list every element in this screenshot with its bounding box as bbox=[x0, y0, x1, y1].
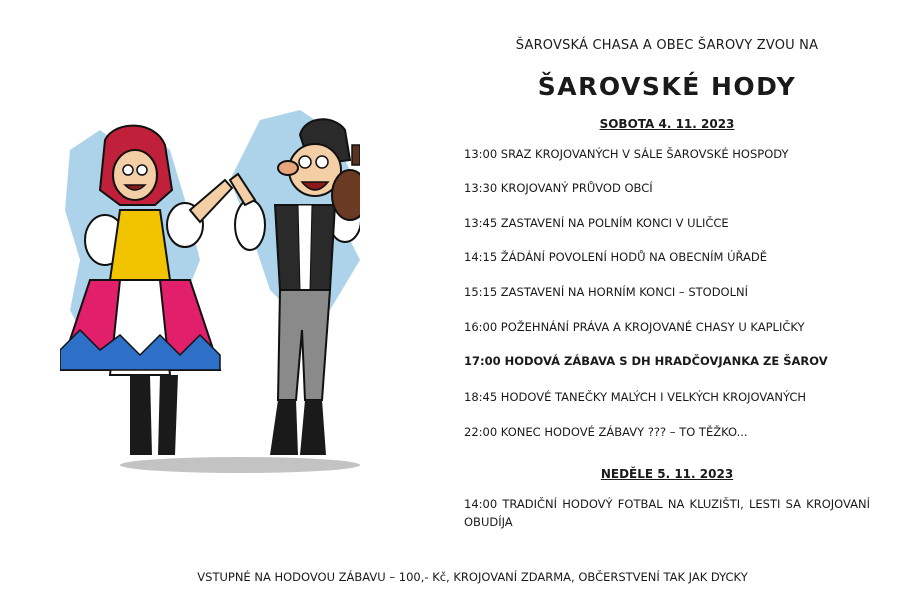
footer-note: VSTUPNÉ NA HODOVOU ZÁBAVU – 100,- Kč, KROJOVANÍ ZDARMA, OBČERSTVENÍ TAK JAK DYCKY bbox=[197, 570, 748, 584]
saturday-event: 14:15 ŽÁDÁNÍ POVOLENÍ HODŮ NA OBECNÍM ÚŘADĚ bbox=[464, 250, 768, 264]
invitation-line: ŠAROVSKÁ CHASA A OBEC ŠAROVY ZVOU NA bbox=[515, 38, 819, 53]
dancing-couple-illustration bbox=[60, 110, 360, 480]
saturday-event: 15:15 ZASTAVENÍ NA HORNÍM KONCI – STODOLNÍ bbox=[464, 285, 749, 299]
saturday-event: 13:45 ZASTAVENÍ NA POLNÍM KONCI V ULIČCE bbox=[464, 216, 729, 230]
sunday-heading: NEDĚLE 5. 11. 2023 bbox=[600, 467, 734, 481]
saturday-heading: SOBOTA 4. 11. 2023 bbox=[599, 117, 735, 131]
sunday-event: 14:00 TRADIČNÍ HODOVÝ FOTBAL NA KLUZIŠTI, LESTI SA KROJOVANÍ OBUDÍJA bbox=[464, 497, 870, 529]
saturday-event: 16:00 POŽEHNÁNÍ PRÁVA A KROJOVANÉ CHASY U KAPLIČKY bbox=[464, 320, 805, 334]
saturday-event: 18:45 HODOVÉ TANEČKY MALÝCH I VELKÝCH KROJOVANÝCH bbox=[464, 390, 807, 404]
saturday-event: 13:30 KROJOVANÝ PRŮVOD OBCÍ bbox=[464, 181, 653, 195]
saturday-event: 22:00 KONEC HODOVÉ ZÁBAVY ??? – TO TĚŽKO... bbox=[464, 425, 748, 439]
saturday-event: 13:00 SRAZ KROJOVANÝCH V SÁLE ŠAROVSKÉ HOSPODY bbox=[464, 147, 789, 161]
page-title: ŠAROVSKÉ HODY bbox=[537, 72, 797, 101]
saturday-event: 17:00 HODOVÁ ZÁBAVA S DH HRADČOVJANKA ZE ŠAROV bbox=[464, 354, 828, 368]
